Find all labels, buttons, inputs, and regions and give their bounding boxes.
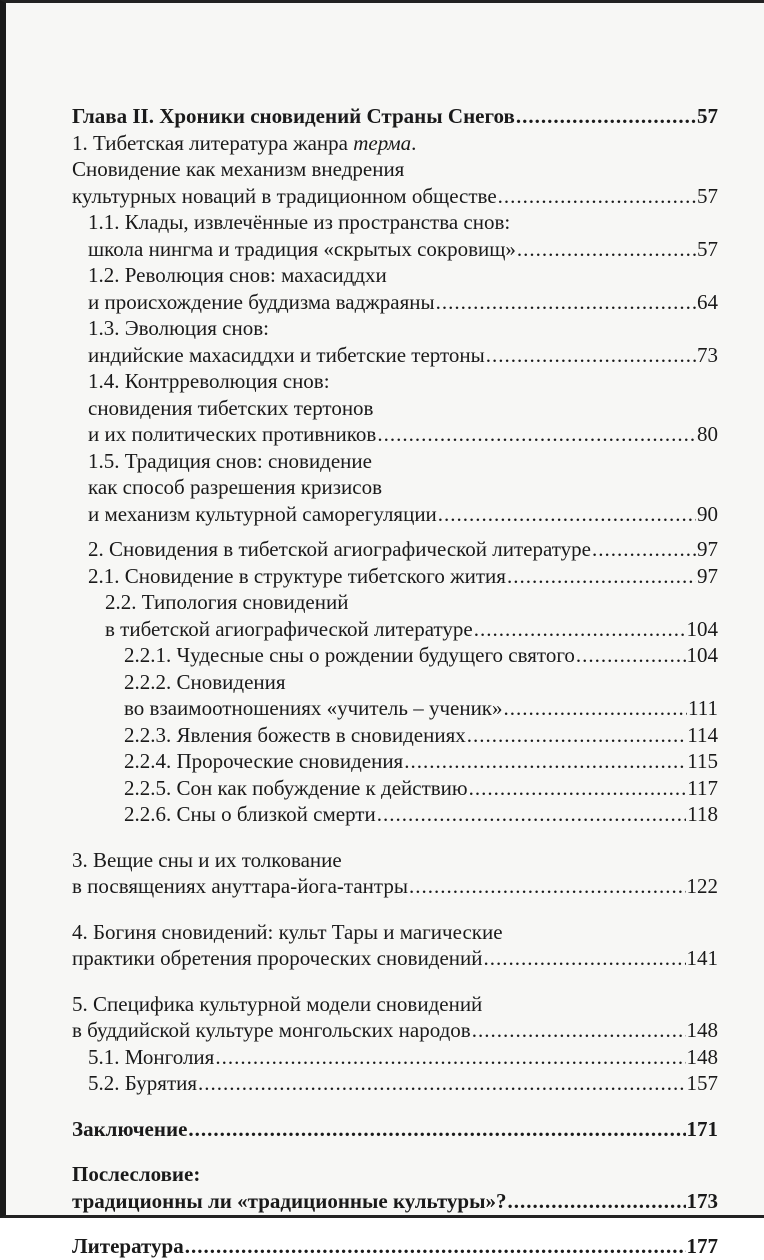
toc-entry-title: в тибетской агиографической литературе — [105, 616, 473, 641]
toc-entry-s4 — [72, 945, 718, 972]
leader-dots — [507, 563, 696, 590]
toc-entry-literature — [72, 1233, 718, 1260]
toc-entry-title: 2. Сновидения в тибетской агиографической литературе — [88, 537, 591, 561]
toc-entry-title: 1.5. Традиция снов: сновидение — [88, 448, 372, 473]
toc-entry-title: в посвящениях ануттара-йога-тантры — [72, 874, 408, 898]
toc-page-number: 177 — [686, 1234, 718, 1258]
toc-page-number: 118 — [687, 802, 718, 826]
leader-dots — [576, 642, 686, 669]
toc-entry-s1-1-line1 — [72, 209, 718, 236]
leader-dots — [188, 1116, 685, 1143]
toc-entry-s1-3 — [72, 342, 718, 369]
toc-entry-title: 2.2.6. Сны о близкой смерти — [124, 802, 376, 826]
toc-page-number: 57 — [697, 183, 718, 208]
toc-page-number: 171 — [686, 1116, 718, 1141]
toc-entry-s2-2-4 — [72, 748, 718, 775]
toc-page-number: 97 — [697, 563, 718, 588]
leader-dots — [377, 801, 687, 828]
leader-dots — [467, 722, 687, 749]
toc-entry-title: культурных новаций в традиционном обществе — [72, 183, 497, 208]
toc-entry-title: 1.2. Революция снов: махасиддхи — [88, 263, 387, 287]
toc-entry-title: сновидения тибетских тертонов — [88, 395, 374, 420]
toc-entry-title: 2.2.3. Явления божеств в сновидениях — [124, 722, 466, 747]
toc-entry-title: 2.1. Сновидение в структуре тибетского жития — [88, 563, 506, 588]
toc-entry-title: 2.2.2. Сновидения — [124, 669, 286, 694]
toc-entry-title: во взаимоотношениях «учитель – ученик» — [124, 696, 503, 720]
leader-dots — [504, 695, 688, 722]
toc-entry-s5-line1 — [72, 991, 718, 1018]
toc-entry-s2-2-3 — [72, 722, 718, 749]
toc-page-number: 97 — [697, 537, 718, 561]
toc-entry-s1-3-line1 — [72, 315, 718, 342]
toc-entry-italic: терма — [353, 130, 412, 155]
toc-entry-s3-line1 — [72, 847, 718, 874]
leader-dots — [198, 1070, 685, 1097]
leader-dots — [498, 183, 696, 210]
toc-entry-s2-1 — [72, 563, 718, 590]
toc-entry-s1-4-line2 — [72, 395, 718, 422]
toc-page-number: 104 — [686, 643, 718, 667]
toc-page-number: 104 — [686, 616, 718, 641]
leader-dots — [484, 945, 686, 972]
toc-entry-title: Послесловие: — [72, 1162, 201, 1186]
toc-entry-title: 4. Богиня сновидений: культ Тары и магические — [72, 919, 503, 944]
toc-page-number: 114 — [687, 722, 718, 747]
toc-entry-s5-2 — [72, 1070, 718, 1097]
leader-dots — [472, 1017, 686, 1044]
toc-entry-s1-line1 — [72, 130, 718, 157]
toc-entry-title: 3. Вещие сны и их толкование — [72, 847, 342, 872]
leader-dots — [409, 873, 686, 900]
toc-page-number: 117 — [687, 775, 718, 800]
leader-dots — [474, 616, 686, 643]
toc-entry-s1-5-line2 — [72, 474, 718, 501]
toc-entry-title: в буддийской культуре монгольских народов — [72, 1018, 471, 1042]
toc-entry-title: школа нингма и традиция «скрытых сокровищ» — [88, 236, 516, 261]
toc-entry-title — [72, 130, 416, 157]
toc-entry-title: и их политических противников — [88, 422, 377, 446]
toc-entry-title: Глава II. Хроники сновидений Страны Снегов — [72, 104, 515, 128]
toc-entry-title: 2.2.5. Сон как побуждение к действию — [124, 775, 468, 800]
toc-entry-s1-2-line1 — [72, 262, 718, 289]
toc-entry-afterword-line1 — [72, 1161, 718, 1188]
toc-entry-title: 1.3. Эволюция снов: — [88, 316, 269, 340]
table-of-contents — [72, 103, 718, 1260]
toc-entry-s4-line1 — [72, 919, 718, 946]
toc-entry-afterword — [72, 1188, 718, 1215]
toc-entry-title: Литература — [72, 1234, 184, 1258]
toc-entry-text: . — [411, 130, 417, 155]
toc-entry-s1-2 — [72, 289, 718, 316]
toc-entry-s1-1 — [72, 236, 718, 263]
toc-entry-s1-5-line1 — [72, 448, 718, 475]
toc-entry-title: 5.1. Монголия — [88, 1044, 215, 1069]
toc-page-number: 64 — [697, 289, 718, 314]
toc-entry-s5 — [72, 1017, 718, 1044]
leader-dots — [592, 536, 696, 563]
toc-entry-title: традиционны ли «традиционные культуры»? — [72, 1188, 507, 1213]
toc-entry-conclusion — [72, 1116, 718, 1143]
leader-dots — [507, 1188, 685, 1215]
toc-page-number: 90 — [697, 501, 718, 526]
toc-page-number: 173 — [686, 1188, 718, 1213]
toc-entry-title: как способ разрешения кризисов — [88, 475, 383, 499]
toc-entry-s2 — [72, 536, 718, 563]
toc-entry-s2-2-5 — [72, 775, 718, 802]
toc-entry-title: практики обретения пророческих сновидений — [72, 946, 483, 970]
leader-dots — [438, 501, 696, 528]
toc-entry-s2-2-line1 — [72, 589, 718, 616]
toc-page-number: 80 — [697, 422, 718, 446]
toc-entry-title: 5. Специфика культурной модели сновидений — [72, 991, 483, 1016]
leader-dots — [469, 775, 687, 802]
leader-dots — [377, 421, 696, 448]
toc-page-number: 73 — [697, 342, 718, 367]
toc-entry-title: 2.2.1. Чудесные сны о рождении будущего святого — [124, 643, 575, 667]
toc-page-number: 122 — [686, 874, 718, 898]
leader-dots — [215, 1044, 685, 1071]
toc-entry-s2-2-2 — [72, 695, 718, 722]
toc-entry-title: 2.2. Типология сновидений — [105, 590, 349, 614]
toc-page-number: 148 — [686, 1018, 718, 1042]
toc-entry-s1-5 — [72, 501, 718, 528]
toc-entry-s2-2-6 — [72, 801, 718, 828]
toc-entry-title: 1.4. Контрреволюция снов: — [88, 369, 330, 393]
toc-entry-s5-1 — [72, 1044, 718, 1071]
leader-dots — [516, 103, 696, 130]
toc-page-number: 157 — [686, 1071, 718, 1095]
leader-dots — [404, 748, 686, 775]
leader-dots — [517, 236, 696, 263]
toc-page-number: 111 — [688, 696, 718, 720]
toc-entry-title: 5.2. Бурятия — [88, 1071, 198, 1095]
toc-chapter — [72, 103, 718, 130]
toc-entry-title: 1.1. Клады, извлечённые из пространства снов: — [88, 210, 511, 234]
toc-entry-title: и происхождение буддизма ваджраяны — [88, 289, 435, 314]
toc-entry-s2-2-1 — [72, 642, 718, 669]
toc-page-number: 115 — [687, 749, 718, 773]
toc-entry-title: индийские махасиддхи и тибетские тертоны — [88, 342, 485, 367]
toc-page-number: 57 — [697, 104, 718, 128]
toc-entry-s1-4 — [72, 421, 718, 448]
toc-entry-s2-2 — [72, 616, 718, 643]
toc-page-number: 148 — [686, 1044, 718, 1069]
toc-entry-title: Заключение — [72, 1116, 188, 1141]
leader-dots — [185, 1233, 686, 1260]
toc-page-number: 57 — [697, 236, 718, 261]
toc-entry-s3 — [72, 873, 718, 900]
toc-entry-s1-4-line1 — [72, 368, 718, 395]
leader-dots — [486, 342, 696, 369]
toc-entry-title: Сновидение как механизм внедрения — [72, 157, 405, 181]
toc-entry-s1 — [72, 183, 718, 210]
toc-entry-s1-line2 — [72, 156, 718, 183]
leader-dots — [436, 289, 696, 316]
toc-entry-title: и механизм культурной саморегуляции — [88, 501, 437, 526]
toc-entry-text: 1. Тибетская литература жанра — [72, 130, 354, 155]
toc-page-number: 141 — [686, 946, 718, 970]
toc-entry-title: 2.2.4. Пророческие сновидения — [124, 749, 404, 773]
toc-entry-s2-2-2-line1 — [72, 669, 718, 696]
